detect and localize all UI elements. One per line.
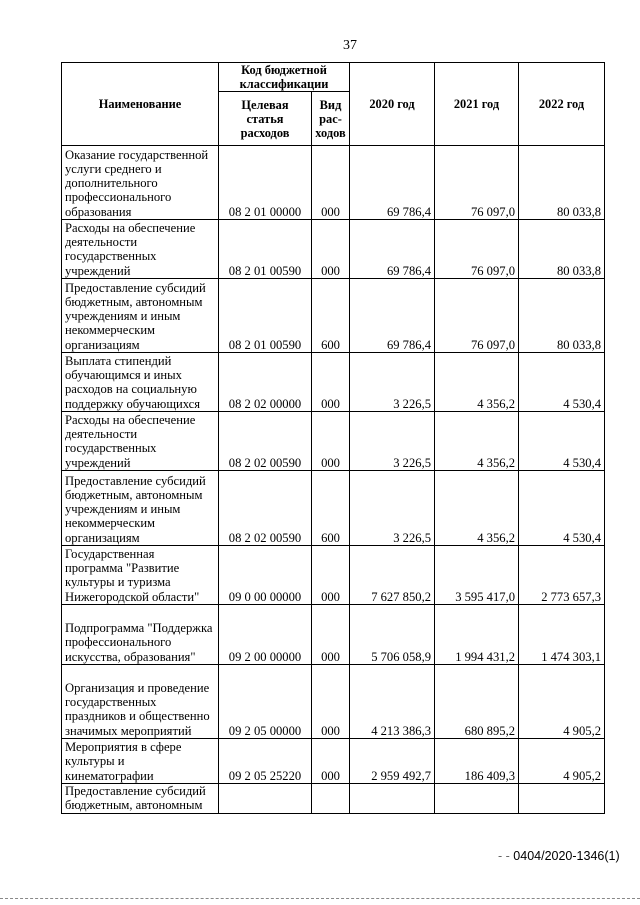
budget-table (61, 62, 605, 814)
row-amount-2020: 3 226,5 (350, 412, 435, 471)
row-expense-kind: 600 (312, 471, 350, 546)
table-row (62, 279, 605, 353)
row-target-code: 09 2 00 00000 (219, 605, 312, 665)
row-amount-2022: 4 530,4 (519, 471, 605, 546)
row-name: Расходы на обеспечение деятельности государственных учреждений (62, 220, 219, 279)
table-row (62, 739, 605, 784)
row-amount-2021: 4 356,2 (435, 353, 519, 412)
table-row (62, 784, 605, 814)
row-target-code: 08 2 02 00000 (219, 353, 312, 412)
row-name: Предоставление субсидий бюджетным, автономным учреждениям и иным некоммерческим организациям (62, 279, 219, 353)
row-amount-2022: 4 530,4 (519, 353, 605, 412)
row-target-code: 09 2 05 00000 (219, 665, 312, 739)
row-amount-2021: 76 097,0 (435, 279, 519, 353)
row-name: Расходы на обеспечение деятельности государственных учреждений (62, 412, 219, 471)
row-name: Организация и проведение государственных праздников и общественно значимых мероприятий (62, 665, 219, 739)
table-body (62, 146, 605, 814)
row-amount-2021: 1 994 431,2 (435, 605, 519, 665)
row-amount-2020: 69 786,4 (350, 220, 435, 279)
row-target-code (219, 784, 312, 814)
row-target-code: 08 2 01 00590 (219, 220, 312, 279)
row-target-code: 09 2 05 25220 (219, 739, 312, 784)
row-name: Предоставление субсидий бюджетным, автономным учреждениям и иным некоммерческим организациям (62, 471, 219, 546)
header-name: Наименование (62, 63, 219, 146)
row-amount-2021: 76 097,0 (435, 220, 519, 279)
table-row (62, 412, 605, 471)
row-target-code: 08 2 01 00000 (219, 146, 312, 220)
row-amount-2020: 5 706 058,9 (350, 605, 435, 665)
row-target-code: 08 2 01 00590 (219, 279, 312, 353)
row-amount-2022: 1 474 303,1 (519, 605, 605, 665)
header-2020: 2020 год (350, 63, 435, 146)
row-amount-2021: 186 409,3 (435, 739, 519, 784)
row-name: Оказание государственной услуги среднего и дополнительного профессионального образования (62, 146, 219, 220)
row-amount-2022: 80 033,8 (519, 279, 605, 353)
row-expense-kind: 000 (312, 665, 350, 739)
row-expense-kind: 000 (312, 220, 350, 279)
header-code-group: Код бюджетной классификации (219, 63, 350, 92)
table-row (62, 546, 605, 605)
row-amount-2021: 3 595 417,0 (435, 546, 519, 605)
row-name: Выплата стипендий обучающимся и иных расходов на социальную поддержку обучающихся (62, 353, 219, 412)
row-name: Мероприятия в сфере культуры и кинематографии (62, 739, 219, 784)
header-2021: 2021 год (435, 63, 519, 146)
row-amount-2021: 76 097,0 (435, 146, 519, 220)
row-amount-2022: 80 033,8 (519, 220, 605, 279)
header-expense-kind: Вид рас-ходов (312, 92, 350, 146)
document-code (498, 849, 620, 863)
row-amount-2022: 4 905,2 (519, 739, 605, 784)
row-expense-kind: 000 (312, 146, 350, 220)
footer-dashes: - - (498, 849, 510, 863)
row-amount-2021: 4 356,2 (435, 412, 519, 471)
row-amount-2020 (350, 784, 435, 814)
row-amount-2020: 7 627 850,2 (350, 546, 435, 605)
row-expense-kind: 000 (312, 353, 350, 412)
row-amount-2020: 3 226,5 (350, 471, 435, 546)
row-expense-kind: 600 (312, 279, 350, 353)
row-amount-2020: 4 213 386,3 (350, 665, 435, 739)
table-row (62, 665, 605, 739)
row-amount-2020: 69 786,4 (350, 146, 435, 220)
row-amount-2021: 680 895,2 (435, 665, 519, 739)
row-amount-2020: 69 786,4 (350, 279, 435, 353)
row-expense-kind: 000 (312, 546, 350, 605)
row-amount-2022 (519, 784, 605, 814)
row-amount-2022: 80 033,8 (519, 146, 605, 220)
row-amount-2022: 4 530,4 (519, 412, 605, 471)
table-row (62, 471, 605, 546)
row-expense-kind: 000 (312, 605, 350, 665)
footer-doc-code: 0404/2020-1346(1) (513, 849, 620, 863)
table-row (62, 605, 605, 665)
header-2022: 2022 год (519, 63, 605, 146)
row-amount-2021: 4 356,2 (435, 471, 519, 546)
header-target-article: Целевая статья расходов (219, 92, 312, 146)
row-name: Подпрограмма "Поддержка профессионального искусства, образования" (62, 605, 219, 665)
row-expense-kind (312, 784, 350, 814)
row-name: Государственная программа "Развитие культуры и туризма Нижегородской области" (62, 546, 219, 605)
table-row (62, 146, 605, 220)
row-name: Предоставление субсидий бюджетным, автономным (62, 784, 219, 814)
row-target-code: 08 2 02 00590 (219, 471, 312, 546)
table-row (62, 220, 605, 279)
row-expense-kind: 000 (312, 739, 350, 784)
row-amount-2020: 2 959 492,7 (350, 739, 435, 784)
row-amount-2021 (435, 784, 519, 814)
row-expense-kind: 000 (312, 412, 350, 471)
table-row (62, 353, 605, 412)
row-amount-2022: 4 905,2 (519, 665, 605, 739)
page-bottom-rule (0, 898, 640, 899)
row-amount-2022: 2 773 657,3 (519, 546, 605, 605)
row-target-code: 09 0 00 00000 (219, 546, 312, 605)
page-number: 37 (343, 38, 357, 53)
row-amount-2020: 3 226,5 (350, 353, 435, 412)
row-target-code: 08 2 02 00590 (219, 412, 312, 471)
